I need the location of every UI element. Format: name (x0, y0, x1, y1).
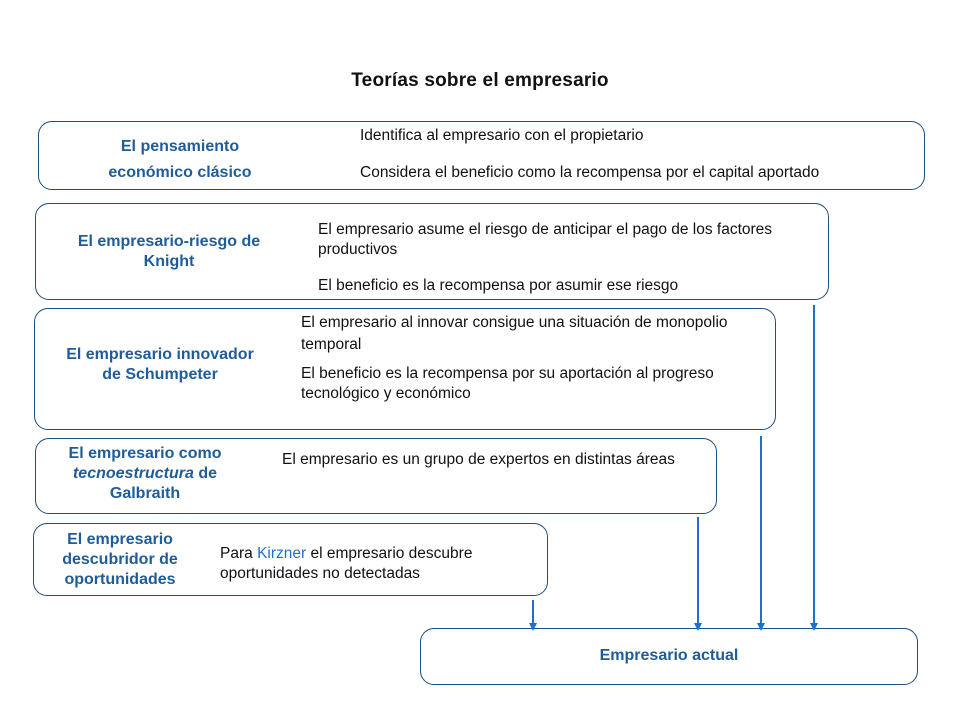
theory-label-italic: tecnoestructura (72, 465, 194, 482)
statement-text: el empresario descubre oportunidades no detectadas (220, 545, 473, 582)
theory-statement: Considera el beneficio como la recompensa por el capital aportado (360, 164, 820, 181)
result-label: Empresario actual (599, 647, 739, 664)
theory-statement: El empresario asume el riesgo de anticipar el pago de los factores productivos (318, 221, 773, 258)
diagram-title: Teorías sobre el empresario (351, 70, 609, 91)
theory-label-line: El empresario innovador (66, 346, 254, 363)
theory-statement: El empresario al innovar consigue una situación de monopolio temporal (301, 314, 728, 353)
theory-label-line: económico clásico (108, 164, 252, 181)
theory-label-line: El pensamiento (120, 138, 240, 155)
theory-label-line: El empresario (67, 531, 173, 548)
theory-label-line: descubridor de (62, 551, 178, 568)
theory-label-line: El empresario-riesgo de (77, 233, 261, 250)
theory-statement: El beneficio es la recompensa por su aportación al progreso tecnológico y económico (301, 365, 714, 402)
theory-label-suffix: de (193, 465, 218, 482)
theory-label-line: de Schumpeter (102, 366, 218, 383)
theory-label-line: Galbraith (109, 485, 181, 502)
kirzner-highlight: Kirzner (257, 545, 307, 562)
theory-label-line: El empresario como (68, 445, 222, 462)
theory-statement: El empresario es un grupo de expertos en distintas áreas (282, 451, 675, 468)
theory-statement: Identifica al empresario con el propietario (360, 127, 644, 144)
statement-text: Para (220, 545, 258, 562)
theory-statement: El beneficio es la recompensa por asumir ese riesgo (318, 277, 679, 294)
theory-label-line: oportunidades (64, 571, 176, 588)
theory-label-line: Knight (143, 253, 195, 270)
